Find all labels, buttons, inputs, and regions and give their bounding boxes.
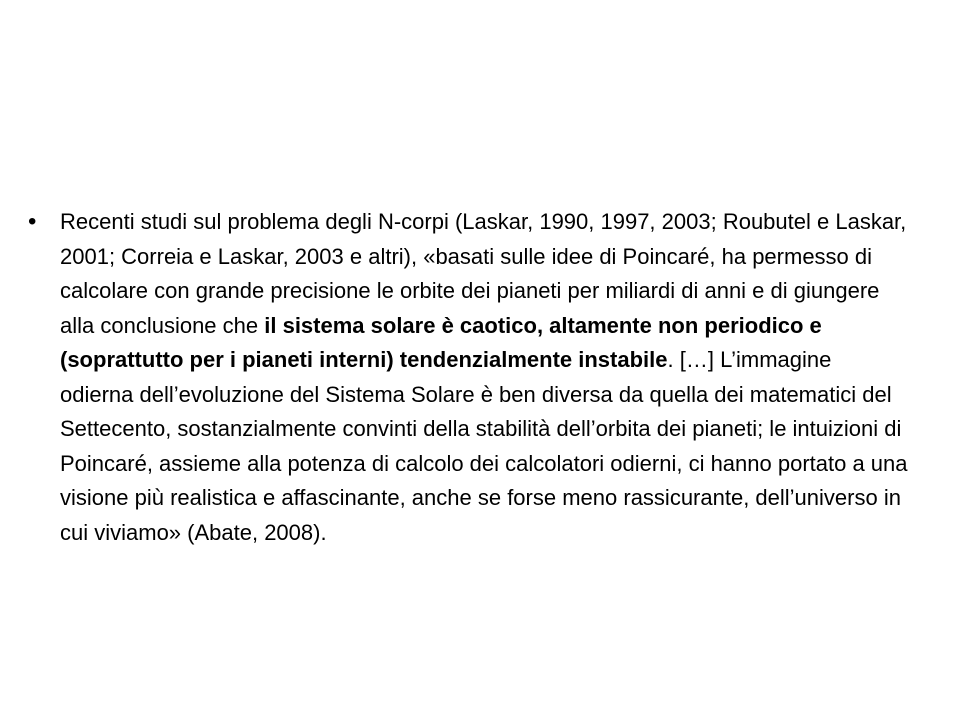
paragraph-emphasis: il sistema solare è caotico, altamente non periodico e (soprattutto per i pianeti interni) tendenzialmente instabile bbox=[60, 312, 822, 372]
bullet-icon: • bbox=[28, 208, 37, 235]
paragraph-text-start: Recenti studi sul problema degli N-corpi (Laskar, 1990, 1997, 2003; Roubutel e Laskar, 2001; Correia e Laskar, 2003 e altri), «basati sulle idee di Poincaré, ha permesso di calcolare con grande precisione le orbite dei pianeti per miliardi di anni e di giungere alla conclusione che bbox=[60, 209, 907, 338]
paragraph-text-end: . […] L’immagine odierna dell’evoluzione del Sistema Solare è ben diversa da quella dei matematici del Settecento, sostanzialmente convinti della stabilità dell’orbita dei pianeti; le intuizioni di Poincaré, assieme alla potenza di calcolo dei calcolatori odierni, ci hanno portato a una visione più realistica e affascinante, anche se forse meno rassicurante, dell’universo in cui viviamo» (Abate, 2008). bbox=[60, 347, 908, 545]
quote-paragraph bbox=[60, 205, 908, 550]
bullet-list-item bbox=[28, 205, 908, 550]
